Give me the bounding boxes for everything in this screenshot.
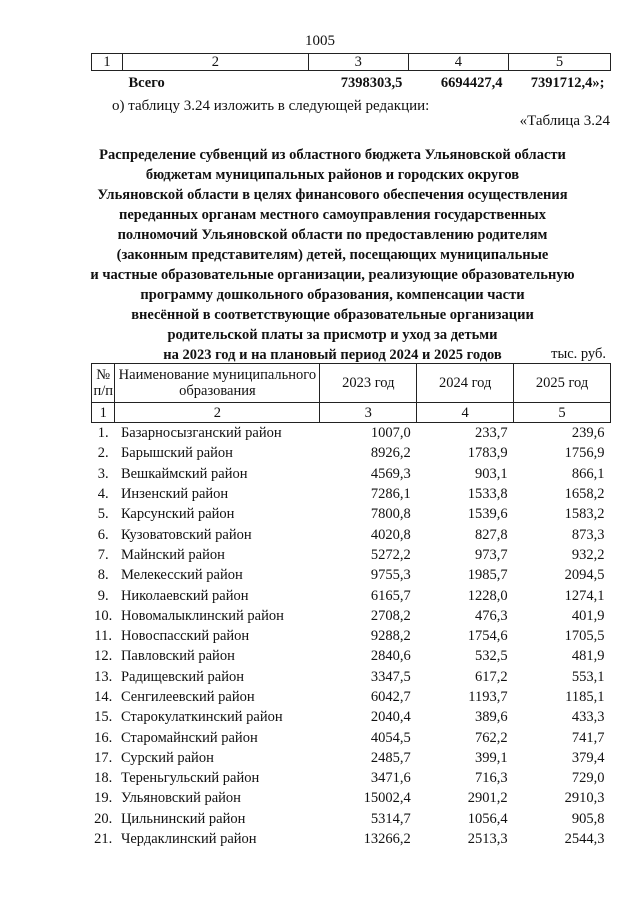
municipality-name: Кузоватовский район [120, 526, 252, 543]
value-2025: 905,8 [571, 810, 605, 827]
row-number: 19. [94, 790, 113, 807]
municipality-name: Барышский район [120, 445, 233, 462]
table-row [92, 768, 611, 788]
municipality-name: Сурский район [120, 749, 214, 766]
value-2025: 553,1 [571, 668, 605, 685]
table-cell: 2 [115, 403, 320, 423]
municipality-name: Тереньгульский район [120, 770, 260, 787]
value-2025: 401,9 [571, 607, 605, 624]
header-2023: 2023 год [320, 364, 417, 403]
row-number: 18. [94, 770, 113, 787]
row-number: 7. [97, 546, 109, 563]
value-2023: 9755,3 [370, 567, 411, 584]
table-row [92, 748, 611, 768]
value-2024: 827,8 [474, 526, 508, 543]
value-2025: 239,6 [571, 425, 605, 442]
value-2023: 6165,7 [370, 587, 411, 604]
value-2025: 1705,5 [564, 628, 605, 645]
row-number: 17. [94, 749, 113, 766]
municipality-name: Вешкаймский район [120, 465, 248, 482]
table-row [92, 707, 611, 727]
table-row [92, 524, 611, 544]
table-row [92, 687, 611, 707]
municipality-name: Базарносызганский район [120, 425, 282, 442]
municipality-name: Николаевский район [120, 587, 249, 604]
page-number: 1005 [305, 33, 335, 49]
table-row [92, 727, 611, 747]
value-2023: 2485,7 [370, 749, 411, 766]
value-2024: 903,1 [474, 465, 508, 482]
municipality-name: Цильнинский район [120, 810, 246, 827]
municipality-name: Павловский район [120, 648, 235, 665]
title-line: переданных органам местного самоуправления государственных [119, 207, 546, 223]
value-2024: 1533,8 [467, 486, 508, 503]
row-number: 12. [94, 648, 113, 665]
table-row [92, 464, 611, 484]
row-number: 21. [94, 831, 113, 848]
row-number: 8. [97, 567, 109, 584]
value-2024: 1754,6 [467, 628, 508, 645]
title-line: Распределение субвенций из областного бюджета Ульяновской области [99, 147, 566, 163]
title-line: внесённой в соответствующие образовательные организации [131, 307, 534, 323]
value-2025: 433,3 [571, 709, 605, 726]
subsidy-table [91, 363, 611, 849]
amendment-paragraph: о) таблицу 3.24 изложить в следующей редакции: [112, 98, 430, 114]
value-2025: 1658,2 [564, 486, 605, 503]
total-2024: 6694427,4 [440, 75, 503, 91]
row-number: 13. [94, 668, 113, 685]
title-line: (законным представителям) детей, посещающих муниципальные [116, 247, 549, 263]
total-label: Всего [128, 75, 165, 91]
value-2023: 2840,6 [370, 648, 411, 665]
row-number: 6. [97, 526, 109, 543]
document-title [80, 145, 585, 365]
table-row [92, 788, 611, 808]
table-row [92, 504, 611, 524]
table-index-row [92, 403, 611, 423]
previous-table-end [91, 53, 611, 95]
row-number: 3. [97, 465, 109, 482]
value-2024: 532,5 [474, 648, 508, 665]
municipality-name: Новоспасский район [120, 628, 250, 645]
table-row [92, 606, 611, 626]
total-2025: 7391712,4»; [530, 75, 605, 91]
table-row [92, 646, 611, 666]
value-2024: 617,2 [474, 668, 508, 685]
value-2025: 2544,3 [564, 831, 605, 848]
value-2025: 1274,1 [564, 587, 605, 604]
row-number: 9. [97, 587, 109, 604]
value-2025: 2094,5 [564, 567, 605, 584]
municipality-name: Мелекесский район [120, 567, 243, 584]
value-2024: 1193,7 [468, 689, 508, 705]
value-2025: 481,9 [571, 648, 605, 665]
table-row [92, 443, 611, 463]
value-2024: 399,1 [474, 749, 508, 766]
table-row [92, 809, 611, 829]
municipality-name: Радищевский район [120, 668, 245, 685]
value-2023: 5272,2 [370, 546, 411, 563]
value-2024: 973,7 [474, 546, 508, 563]
table-body [92, 423, 611, 850]
row-number: 20. [94, 810, 113, 827]
table-row [92, 585, 611, 605]
value-2023: 4054,5 [370, 729, 411, 746]
table-cell [92, 71, 123, 96]
value-2025: 379,4 [571, 749, 605, 766]
value-2024: 1539,6 [467, 506, 508, 523]
value-2023: 3471,6 [370, 770, 411, 787]
header-name: Наименование муниципального образования [115, 364, 320, 403]
value-2023: 7286,1 [370, 486, 411, 503]
value-2025: 873,3 [571, 526, 605, 543]
value-2023: 4020,8 [370, 526, 411, 543]
row-number: 10. [94, 607, 113, 624]
value-2023: 8926,2 [370, 445, 411, 462]
municipality-name: Карсунский район [120, 506, 235, 523]
row-number: 16. [94, 729, 113, 746]
table-row [92, 829, 611, 849]
value-2023: 4569,3 [370, 465, 411, 482]
table-cell: 3 [320, 403, 417, 423]
row-number: 11. [94, 628, 113, 645]
value-2023: 9288,2 [370, 628, 411, 645]
table-cell: 3 [308, 54, 408, 71]
row-number: 14. [94, 689, 113, 705]
value-2024: 2513,3 [467, 831, 508, 848]
municipality-name: Старокулаткинский район [120, 709, 283, 726]
total-2023: 7398303,5 [340, 75, 403, 91]
value-2024: 476,3 [474, 607, 508, 624]
value-2025: 2910,3 [564, 790, 605, 807]
value-2025: 1185,1 [565, 689, 605, 705]
title-line: и частные образовательные организации, реализующие образовательную [90, 267, 575, 283]
table-row [92, 545, 611, 565]
table-row [92, 626, 611, 646]
value-2025: 1583,2 [564, 506, 605, 523]
row-number: 2. [97, 445, 109, 462]
title-line: на 2023 год и на плановый период 2024 и 2025 годов [163, 347, 502, 363]
table-row [92, 667, 611, 687]
value-2024: 1228,0 [467, 587, 508, 604]
title-line: родительской платы за присмотр и уход за детьми [167, 327, 498, 343]
municipality-name: Новомалыклинский район [120, 607, 284, 624]
row-number: 5. [97, 506, 109, 523]
value-2023: 6042,7 [370, 689, 411, 705]
row-number: 1. [97, 425, 109, 442]
value-2023: 15002,4 [363, 790, 411, 807]
header-2025: 2025 год [514, 364, 611, 403]
value-2023: 2040,4 [370, 709, 411, 726]
table-cell: 5 [514, 403, 611, 423]
value-2023: 3347,5 [370, 668, 411, 685]
value-2023: 7800,8 [370, 506, 411, 523]
municipality-name: Сенгилеевский район [120, 689, 255, 705]
value-2024: 1783,9 [467, 445, 508, 462]
header-2024: 2024 год [417, 364, 514, 403]
units-label: тыс. руб. [551, 346, 606, 362]
value-2023: 1007,0 [370, 425, 411, 442]
header-num: № п/п [92, 364, 115, 403]
municipality-name: Инзенский район [120, 486, 229, 503]
value-2024: 762,2 [474, 729, 508, 746]
value-2024: 1056,4 [467, 810, 508, 827]
title-line: Ульяновской области в целях финансового обеспечения осуществления [97, 187, 568, 203]
municipality-name: Ульяновский район [120, 790, 241, 807]
table-caption: «Таблица 3.24 [519, 113, 610, 129]
value-2024: 716,3 [474, 770, 508, 787]
table-row [92, 423, 611, 444]
value-2024: 2901,2 [467, 790, 508, 807]
value-2025: 866,1 [571, 465, 605, 482]
value-2025: 1756,9 [564, 445, 605, 462]
row-number: 4. [97, 486, 109, 503]
table-row [92, 565, 611, 585]
municipality-name: Старомайнский район [120, 729, 258, 746]
value-2025: 741,7 [571, 729, 605, 746]
value-2023: 13266,2 [363, 831, 411, 848]
table-cell: 5 [508, 54, 610, 71]
table-cell: 4 [417, 403, 514, 423]
title-line: полномочий Ульяновской области по предоставлению родителям [117, 227, 548, 243]
table-index-row [92, 54, 611, 71]
value-2023: 2708,2 [370, 607, 411, 624]
table-row [92, 484, 611, 504]
value-2024: 233,7 [474, 425, 508, 442]
municipality-name: Чердаклинский район [120, 831, 257, 848]
title-line: программу дошкольного образования, компенсации части [140, 287, 525, 303]
municipality-name: Майнский район [120, 546, 225, 563]
table-cell: 1 [92, 403, 115, 423]
row-number: 15. [94, 709, 113, 726]
table-cell: 1 [92, 54, 123, 71]
table-cell: 4 [408, 54, 508, 71]
title-line: бюджетам муниципальных районов и городских округов [145, 167, 520, 183]
value-2023: 5314,7 [370, 810, 411, 827]
value-2024: 389,6 [474, 709, 508, 726]
value-2025: 932,2 [571, 546, 605, 563]
value-2025: 729,0 [571, 770, 605, 787]
table-cell: 2 [123, 54, 309, 71]
total-row [92, 71, 611, 96]
table-header-row [92, 364, 611, 403]
value-2024: 1985,7 [467, 567, 508, 584]
